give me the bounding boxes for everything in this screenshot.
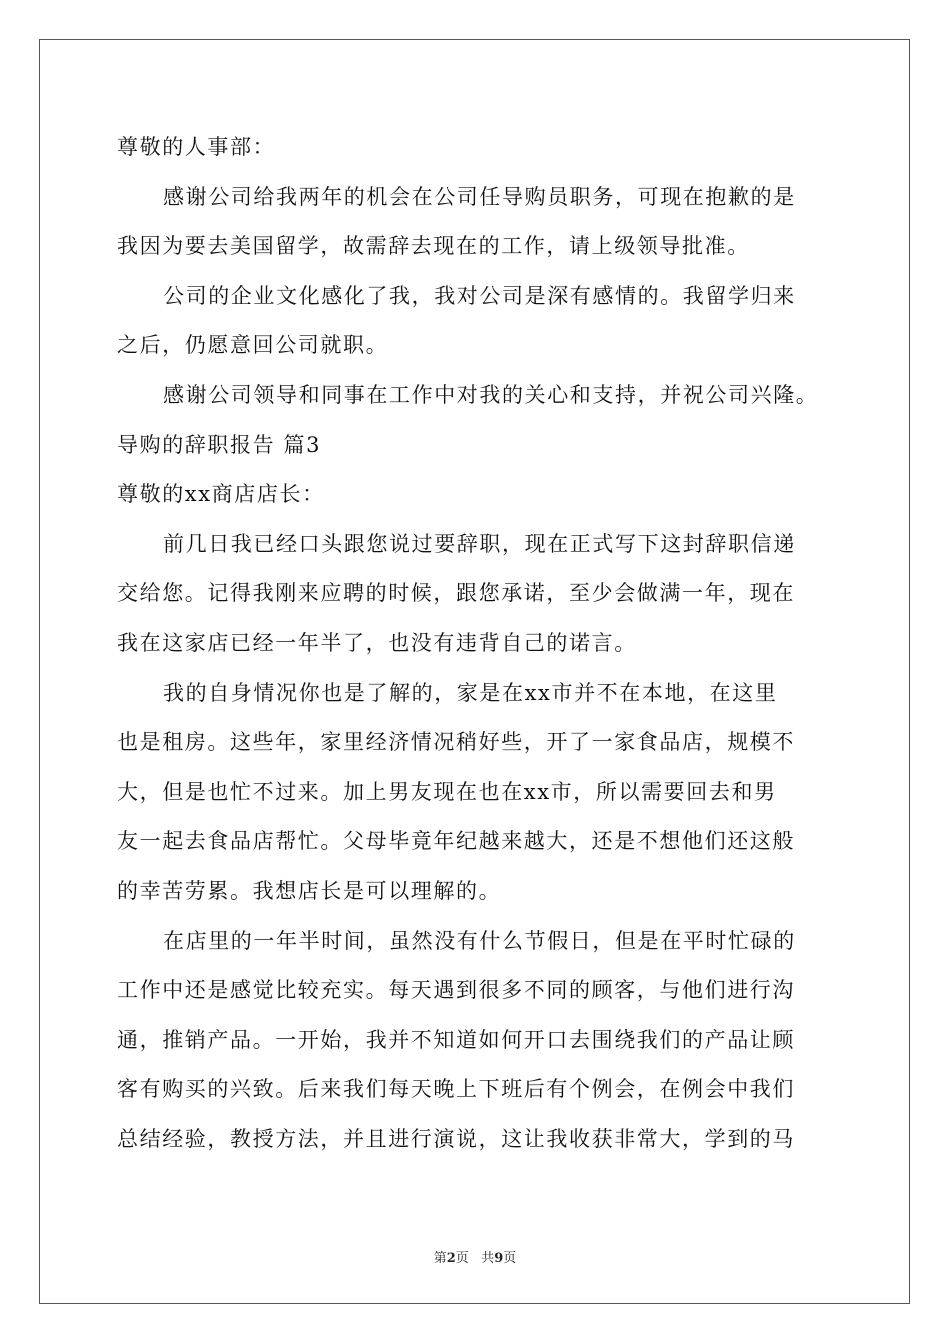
text-line: 我的自身情况你也是了解的，家是在xx市并不在本地，在这里 xyxy=(163,680,778,705)
text-line: 我在这家店已经一年半了，也没有违背自己的诺言。 xyxy=(117,630,637,655)
text-line: 感谢公司给我两年的机会在公司任导购员职务，可现在抱歉的是 xyxy=(163,184,796,209)
text-line: 交给您。记得我刚来应聘的时候，跟您承诺，至少会做满一年，现在 xyxy=(117,581,795,606)
text-line: 我因为要去美国留学，故需辞去现在的工作，请上级领导批准。 xyxy=(117,234,750,259)
text-line: 前几日我已经口头跟您说过要辞职，现在正式写下这封辞职信递 xyxy=(163,531,796,556)
text-line: 尊敬的人事部： xyxy=(117,135,276,159)
text-line: 也是租房。这些年，家里经济情况稍好些，开了一家食品店，规模不 xyxy=(117,730,795,755)
total-suffix: 页 xyxy=(503,1251,517,1266)
total-prefix: 共 xyxy=(481,1251,495,1266)
text-line: 工作中还是感觉比较充实。每天遇到很多不同的顾客，与他们进行沟 xyxy=(117,978,795,1003)
text-line: 的幸苦劳累。我想店长是可以理解的。 xyxy=(117,878,502,903)
text-line: 友一起去食品店帮忙。父母毕竟年纪越来越大，还是不想他们还这般 xyxy=(117,829,795,854)
text-line: 通，推销产品。一开始，我并不知道如何开口去围绕我们的产品让顾 xyxy=(117,1027,795,1052)
text-line: 感谢公司领导和同事在工作中对我的关心和支持，并祝公司兴隆。 xyxy=(163,382,819,407)
text-line: 之后，仍愿意回公司就职。 xyxy=(117,333,389,358)
section-heading: 导购的辞职报告 篇3 xyxy=(117,432,322,457)
total-pages: 9 xyxy=(494,1251,504,1266)
page-prefix: 第 xyxy=(433,1251,447,1266)
salutation: 尊敬的xx商店店长： xyxy=(117,482,325,507)
text-line: 大，但是也忙不过来。加上男友现在也在xx市，所以需要回去和男 xyxy=(117,779,777,804)
text-line: 公司的企业文化感化了我，我对公司是深有感情的。我留学归来 xyxy=(163,283,796,308)
page-number: 2 xyxy=(446,1251,456,1266)
text-line: 客有购买的兴致。后来我们每天晚上下班后有个例会，在例会中我们 xyxy=(117,1077,795,1102)
page-suffix: 页 xyxy=(455,1251,469,1266)
text-line: 总结经验，教授方法，并且进行演说，这让我收获非常大，学到的马 xyxy=(117,1126,795,1151)
text-line: 在店里的一年半时间，虽然没有什么节假日，但是在平时忙碌的 xyxy=(163,928,796,953)
page-footer xyxy=(0,1247,950,1266)
document-body xyxy=(117,127,857,1168)
